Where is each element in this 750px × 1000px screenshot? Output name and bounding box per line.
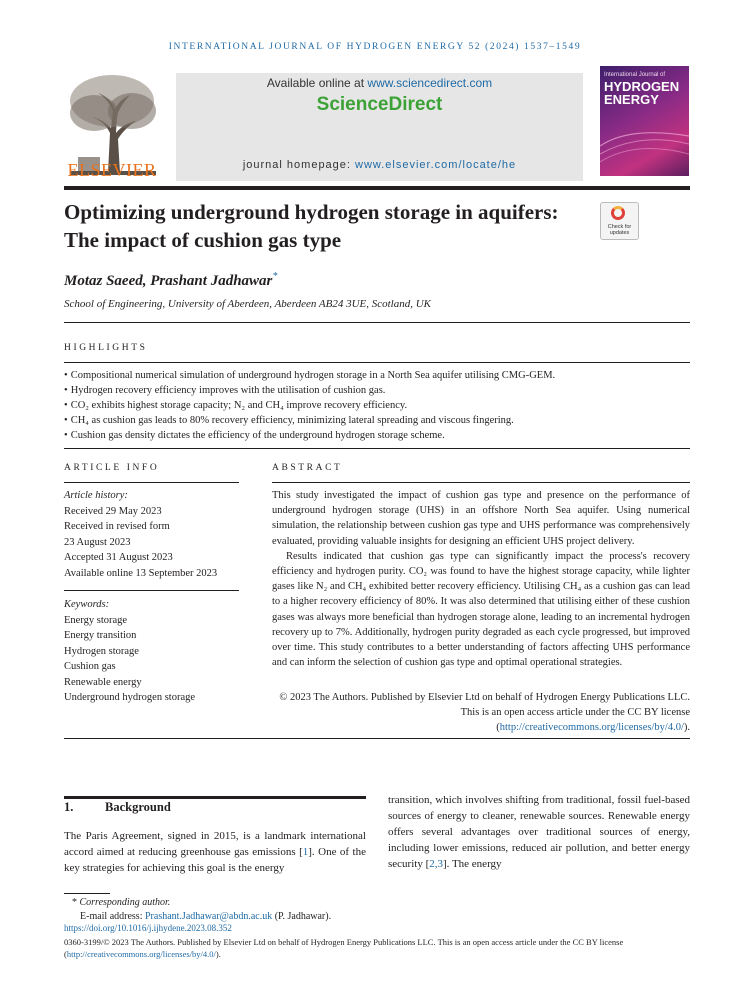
article-info-label: ARTICLE INFO xyxy=(64,463,160,473)
body-left-column: The Paris Agreement, signed in 2015, is a landmark international accord aimed at reducing greenhouse gas emissions [1]. One of the key strategies for achieving this goal is the energy xyxy=(64,830,366,874)
highlights-list xyxy=(64,368,704,443)
highlight-item: • CO₂ exhibits highest storage capacity; N₂ and CH₄ improve recovery efficiency. xyxy=(64,398,704,413)
keyword: Energy transition xyxy=(64,630,137,641)
license-note: 0360-3199/© 2023 The Authors. Published by Elsevier Ltd on behalf of Hydrogen Energy Publications LLC. This is an open access article under the CC BY license (http://creativecommons.org/licenses/by/4.0/). xyxy=(64,937,624,959)
keyword: Energy storage xyxy=(64,614,128,626)
abstract-rule xyxy=(272,482,690,483)
article-title: Optimizing underground hydrogen storage in aquifers: The impact of cushion gas type xyxy=(64,200,559,252)
history-line: Received 29 May 2023 xyxy=(64,505,162,517)
cover-graphic-icon xyxy=(600,66,689,176)
elsevier-wordmark: ELSEVIER xyxy=(67,160,157,180)
reference-link[interactable]: 2,3 xyxy=(429,858,443,870)
rule-after-affiliation xyxy=(64,322,690,323)
abstract-label: ABSTRACT xyxy=(272,463,343,473)
section-title: Background xyxy=(105,800,171,814)
article-info xyxy=(64,488,239,706)
highlight-item: • CH₄ as cushion gas leads to 80% recovery efficiency, minimizing lateral spreading and viscous fingering. xyxy=(64,413,704,428)
journal-cover-image xyxy=(600,66,689,176)
cover-title: HYDROGEN ENERGY xyxy=(604,79,680,107)
check-for-updates-label: Check for updates xyxy=(607,224,632,236)
article-info-rule xyxy=(64,482,239,483)
keywords-rule xyxy=(64,590,239,591)
body-right-column: transition, which involves shifting from traditional, fossil fuel-based sources of energy to cleaner, renewable sources. Renewable energy offers several advantages over traditional sources of energy, including lower emissions, reduced air pollution, and better energy security [2,3]. The energy xyxy=(388,794,690,870)
abstract-body xyxy=(272,488,690,670)
journal-running-head: INTERNATIONAL JOURNAL OF HYDROGEN ENERGY 52 (2024) 1537–1549 xyxy=(168,42,582,52)
section-number: 1. xyxy=(64,800,74,814)
header-rule xyxy=(64,186,690,190)
keyword: Hydrogen storage xyxy=(64,645,139,657)
history-header: Article history: xyxy=(64,490,128,501)
corresponding-author-note: * Corresponding author. xyxy=(72,897,171,908)
affiliation: School of Engineering, University of Aberdeen, Aberdeen AB24 3UE, Scotland, UK xyxy=(64,298,432,310)
section-rule xyxy=(64,796,366,799)
keyword: Underground hydrogen storage xyxy=(64,692,196,703)
history-line: Accepted 31 August 2023 xyxy=(64,552,173,563)
keyword: Renewable energy xyxy=(64,676,142,688)
authors: Motaz Saeed, Prashant Jadhawar* xyxy=(64,271,278,289)
journal-homepage-link[interactable]: www.elsevier.com/locate/he xyxy=(355,159,517,171)
highlight-item: • Compositional numerical simulation of underground hydrogen storage in a North Sea aquifer utilising CMG-GEM. xyxy=(64,368,704,383)
sciencedirect-link[interactable]: www.sciencedirect.com xyxy=(367,76,493,90)
footnote-rule xyxy=(64,893,110,894)
rule-after-highlights xyxy=(64,448,690,449)
history-line: Available online 13 September 2023 xyxy=(64,567,218,579)
section-heading xyxy=(64,800,171,815)
cc-license-link[interactable]: http://creativecommons.org/licenses/by/4.0/ xyxy=(499,722,684,734)
history-line: Received in revised form xyxy=(64,521,170,532)
highlight-item: • Cushion gas density dictates the efficiency of the underground hydrogen storage scheme. xyxy=(64,428,704,443)
email-note: E-mail address: Prashant.Jadhawar@abdn.ac.uk (P. Jadhawar). xyxy=(80,911,332,922)
keyword: Cushion gas xyxy=(64,661,116,672)
history-line: 23 August 2023 xyxy=(64,536,131,548)
highlight-item: • Hydrogen recovery efficiency improves with the utilisation of cushion gas. xyxy=(64,383,704,398)
cover-small-text: International Journal of xyxy=(604,72,666,78)
check-for-updates-button[interactable] xyxy=(600,202,639,240)
abstract-paragraph-2: Results indicated that cushion gas type can significantly impact the process's recovery efficiency and hydrogen purity. CO₂ was found to have the highest storage capacity, while lighter gases like N₂ and CH₄ exhibited better recovery efficiency. Utilising CH₄ as a cushion gas can lead to a higher recovery efficiency of 80%. It was also determined that utilising either of these cushion gases was always more beneficial than hydrogen storage alone, leading to an incremental hydrogen recovery up to 7%. Additionally, hydrogen purity degraded as each cycle progressed, but improved over time. This study contributes to a better understanding of factors affecting UHS performance and can inform the selection of cushion gas type and optimal operational strategies. xyxy=(272,550,690,669)
abstract-copyright: © 2023 The Authors. Published by Elsevier Ltd on behalf of Hydrogen Energy Publications LLC. This is an open access article under the CC BY license (http://creativecommons.org/licenses/by/4.0/). xyxy=(279,692,690,734)
reference-link[interactable]: 1 xyxy=(302,846,309,858)
sciencedirect-brand: ScienceDirect xyxy=(316,94,443,115)
abstract-paragraph-1: This study investigated the impact of cushion gas type and presence on the performance of underground hydrogen storage (UHS) in an offshore North Sea aquifer. Using numerical simulation, the relationship between cushion gas type and UHS performance was comprehensively evaluated, providing valuable insights for designing an efficient UHS project delivery. xyxy=(272,490,690,547)
check-for-updates-icon xyxy=(611,206,625,220)
license-link[interactable]: http://creativecommons.org/licenses/by/4.0/ xyxy=(66,949,216,959)
sciencedirect-banner xyxy=(176,73,583,181)
email-link[interactable]: Prashant.Jadhawar@abdn.ac.uk xyxy=(144,911,273,922)
doi-link[interactable]: https://doi.org/10.1016/j.ijhydene.2023.08.352 xyxy=(64,923,232,933)
available-online-text: Available online at www.sciencedirect.com xyxy=(266,76,493,90)
rule-after-abstract xyxy=(64,738,690,739)
journal-homepage-text: journal homepage: www.elsevier.com/locate/he xyxy=(242,159,517,171)
corresponding-author-mark[interactable]: * xyxy=(272,271,278,282)
keywords-header: Keywords: xyxy=(64,599,110,610)
highlights-rule xyxy=(64,362,690,363)
highlights-label: HIGHLIGHTS xyxy=(64,343,148,353)
